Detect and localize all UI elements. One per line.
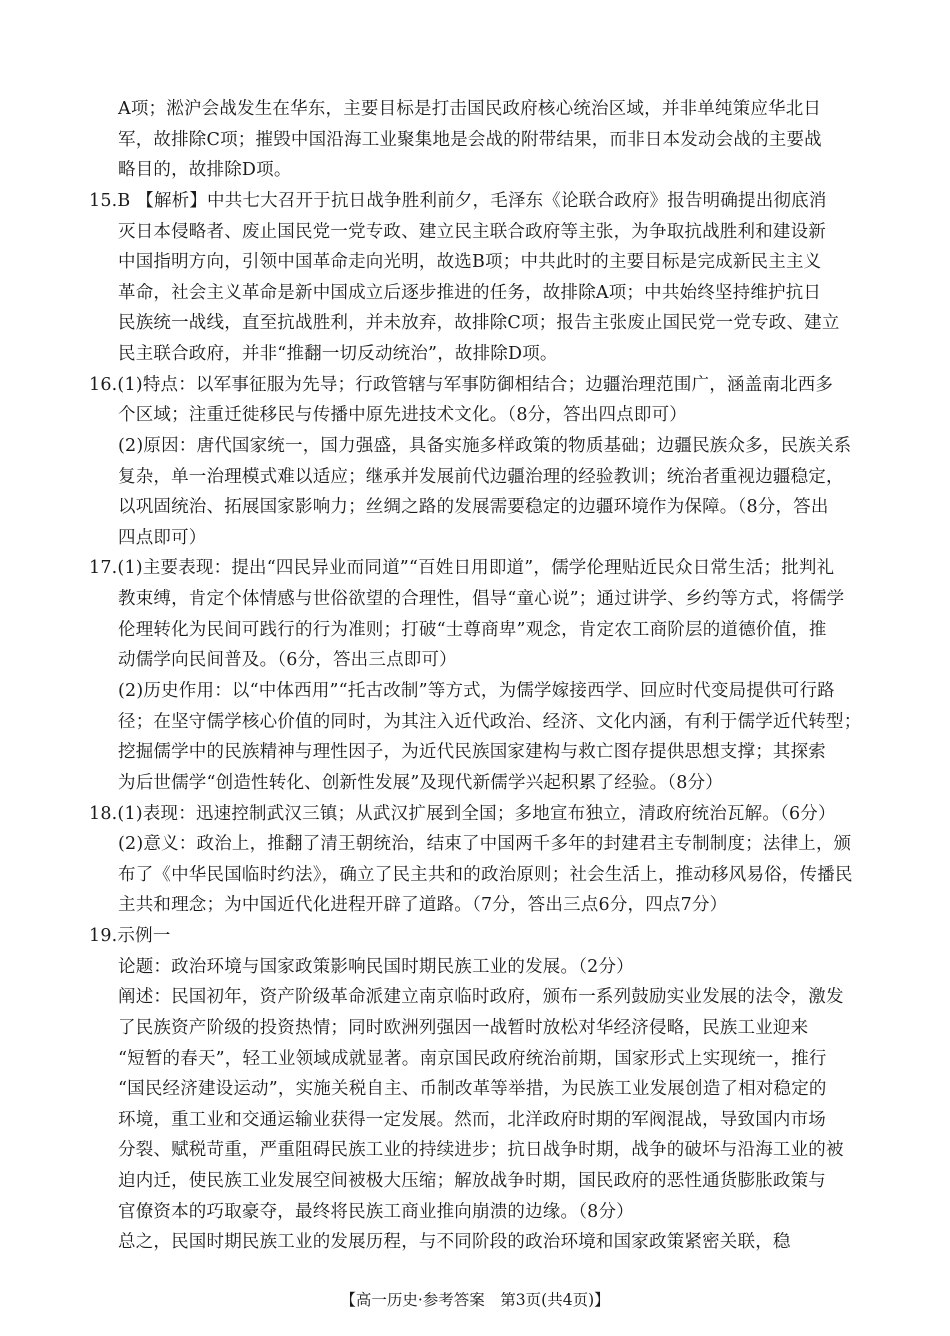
text-line: A项；淞沪会战发生在华东，主要目标是打击国民政府核心统治区域，并非单纯策应华北日 <box>118 99 822 119</box>
text-line: 伦理转化为民间可践行的行为准则；打破“士尊商卑”观念，肯定农工商阶层的道德价值，推 <box>118 620 827 640</box>
text-line: 19.示例一 <box>89 926 171 946</box>
text-line: 革命，社会主义革命是新中国成立后逐步推进的任务，故排除A项；中共始终坚持维护抗日 <box>118 283 822 303</box>
text-line: 布了《中华民国临时约法》，确立了民主共和的政治原则；社会生活上，推动移风易俗，传播民 <box>118 865 853 885</box>
text-line: 以巩固统治、拓展国家影响力；丝绸之路的发展需要稳定的边疆环境作为保障。（8分，答出 <box>118 497 829 517</box>
text-line: 官僚资本的巧取豪夺，最终将民族工商业推向崩溃的边缘。（8分） <box>118 1202 634 1222</box>
text-line: 略目的，故排除D项。 <box>118 160 292 180</box>
text-line: 阐述：民国初年，资产阶级革命派建立南京临时政府，颁布一系列鼓励实业发展的法令，激发 <box>118 987 844 1007</box>
text-line: (2)历史作用：以“中体西用”“托古改制”等方式，为儒学嫁接西学、回应时代变局提供可行路 <box>118 681 835 701</box>
text-line: “国民经济建设运动”，实施关税自主、币制改革等举措，为民族工业发展创造了相对稳定的 <box>118 1079 827 1099</box>
text-line: 中国指明方向，引领中国革命走向光明，故选B项；中共此时的主要目标是完成新民主主义 <box>118 252 822 272</box>
text-line: (2)原因：唐代国家统一，国力强盛，具备实施多样政策的物质基础；边疆民族众多，民族关系 <box>118 436 852 456</box>
text-line: 动儒学向民间普及。（6分，答出三点即可） <box>118 650 457 670</box>
text-line: 径；在坚守儒学核心价值的同时，为其注入近代政治、经济、文化内涵，有利于儒学近代转型； <box>118 712 862 732</box>
text-line: 主共和理念；为中国近代化进程开辟了道路。（7分，答出三点6分，四点7分） <box>118 895 728 915</box>
text-line: 17.(1)主要表现：提出“四民异业而同道”“百姓日用即道”，儒学伦理贴近民众日常生活；批判礼 <box>89 558 835 578</box>
text-line: 总之，民国时期民族工业的发展历程，与不同阶段的政治环境和国家政策紧密关联，稳 <box>118 1232 791 1252</box>
text-line: 灭日本侵略者、废止国民党一党专政、建立民主联合政府等主张，为争取抗战胜利和建设新 <box>118 222 826 242</box>
text-line: 16.(1)特点：以军事征服为先导；行政管辖与军事防御相结合；边疆治理范围广，涵盖南北西多 <box>89 375 834 395</box>
text-line: “短暂的春天”，轻工业领域成就显著。南京国民政府统治前期，国家形式上实现统一，推行 <box>118 1049 827 1069</box>
text-line: 了民族资产阶级的投资热情；同时欧洲列强因一战暂时放松对华经济侵略，民族工业迎来 <box>118 1018 809 1038</box>
text-line: 教束缚，肯定个体情感与世俗欲望的合理性，倡导“童心说”；通过讲学、乡约等方式，将儒学 <box>118 589 845 609</box>
text-line: 15.B 【解析】中共七大召开于抗日战争胜利前夕，毛泽东《论联合政府》报告明确提出彻底消 <box>89 191 827 211</box>
text-line: 18.(1)表现：迅速控制武汉三镇；从武汉扩展到全国；多地宣布独立，清政府统治瓦解。（6分） <box>89 804 836 824</box>
text-line: 论题：政治环境与国家政策影响民国时期民族工业的发展。（2分） <box>118 957 634 977</box>
text-line: 挖掘儒学中的民族精神与理性因子，为近代民族国家建构与救亡图存提供思想支撑；其探索 <box>118 742 826 762</box>
text-line: 军，故排除C项；摧毁中国沿海工业聚集地是会战的附带结果，而非日本发动会战的主要战 <box>118 130 822 150</box>
text-line: 复杂，单一治理模式难以适应；继承并发展前代边疆治理的经验教训；统治者重视边疆稳定， <box>118 467 844 487</box>
text-line: 民主联合政府，并非“推翻一切反动统治”，故排除D项。 <box>118 344 558 364</box>
page-footer: 【高一历史·参考答案 第3页(共4页)】 <box>340 1291 610 1309</box>
text-line: 民族统一战线，直至抗战胜利，并未放弃，故排除C项；报告主张废止国民党一党专政、建立 <box>118 313 840 333</box>
text-line: 分裂、赋税苛重，严重阻碍民族工业的持续进步；抗日战争时期，战争的破坏与沿海工业的被 <box>118 1140 844 1160</box>
text-line: 为后世儒学“创造性转化、创新性发展”及现代新儒学兴起积累了经验。（8分） <box>118 773 723 793</box>
text-line: 个区域；注重迁徙移民与传播中原先进技术文化。（8分，答出四点即可） <box>118 405 687 425</box>
text-line: 迫内迁，使民族工业发展空间被极大压缩；解放战争时期，国民政府的恶性通货膨胀政策与 <box>118 1171 826 1191</box>
text-line: (2)意义：政治上，推翻了清王朝统治，结束了中国两千多年的封建君主专制制度；法律上，颁 <box>118 834 852 854</box>
text-line: 四点即可） <box>118 528 207 548</box>
text-line: 环境，重工业和交通运输业获得一定发展。然而，北洋政府时期的军阀混战，导致国内市场 <box>118 1110 826 1130</box>
